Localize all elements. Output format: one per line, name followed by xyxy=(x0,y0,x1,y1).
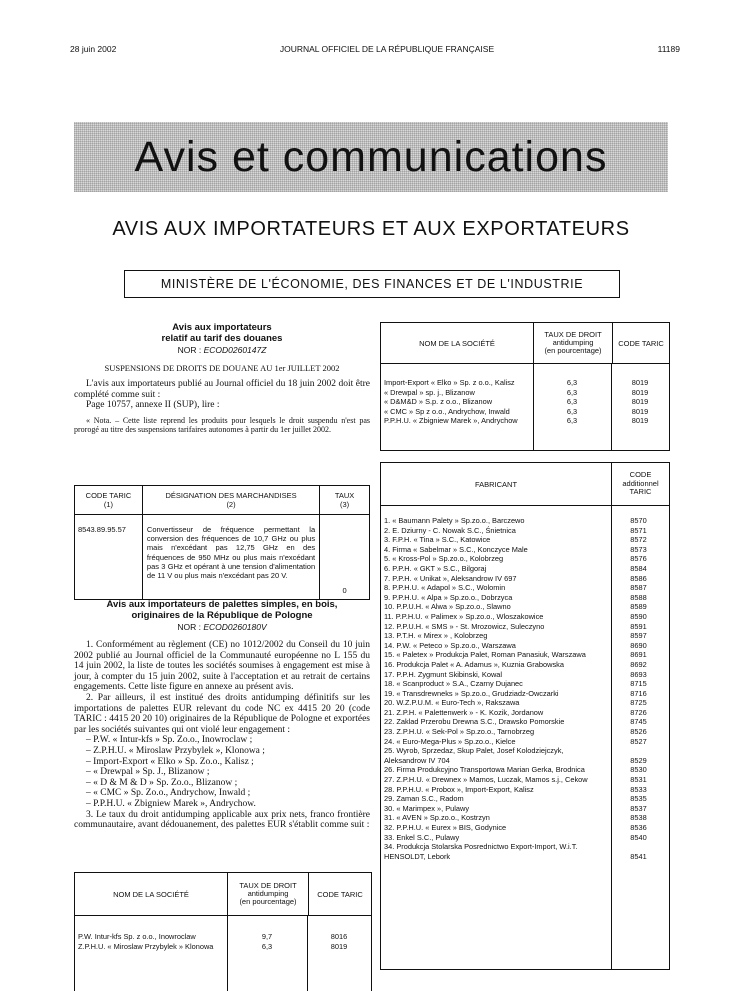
additional-taric-code: 8576 xyxy=(630,554,647,564)
list-item xyxy=(381,670,669,680)
running-header xyxy=(70,44,680,54)
manufacturer-name: 28. P.P.H.U. « Probox », Import-Export, Kalisz xyxy=(384,784,534,794)
header-additional-taric: CODE additionnel TARIC xyxy=(622,470,659,497)
list-item xyxy=(381,516,669,526)
manufacturer-name: 31. « AVEN » Sp.zo.o., Kostrzyn xyxy=(384,813,490,823)
manufacturer-name: 20. W.Z.P.U.M. « Euro-Tech », Rakszawa xyxy=(384,698,520,708)
table-row xyxy=(381,416,669,426)
list-item xyxy=(381,804,669,814)
notice2-nor: NOR : ECOD0260180V xyxy=(177,622,267,632)
notice-wooden-pallets xyxy=(74,599,370,831)
list-item xyxy=(381,708,669,718)
company-name: « Drewpal » sp. j., Blizanow xyxy=(384,387,475,397)
duty-rate: 6,3 xyxy=(261,941,273,951)
duty-table-left xyxy=(74,872,372,991)
taric-code: 8543.89.95.57 xyxy=(75,515,143,600)
notice2-title: Avis aux importateurs de palettes simples, en bois, originaires de la République de Pologne xyxy=(106,599,338,621)
additional-taric-code: 8531 xyxy=(630,775,647,785)
table-row xyxy=(75,942,371,952)
manufacturer-name: 14. P.W. « Peteco » Sp.zo.o., Warszawa xyxy=(384,640,516,650)
notice-customs-tariff xyxy=(74,322,370,434)
additional-taric-code: 8533 xyxy=(630,784,647,794)
list-item xyxy=(381,641,669,651)
banner-title: Avis et communications xyxy=(134,132,608,181)
ministry-box xyxy=(124,270,620,298)
column-divider xyxy=(533,363,534,450)
list-item xyxy=(381,526,669,536)
taric-code: 8019 xyxy=(631,387,649,397)
list-item xyxy=(381,660,669,670)
header-rate: TAUX (3) xyxy=(320,486,370,515)
list-item xyxy=(381,823,669,833)
manufacturer-name: 33. Enkel S.C., Pulawy xyxy=(384,832,460,842)
manufacturer-name: 17. P.P.H. Zygmunt Skibinski, Kowal xyxy=(384,669,503,679)
list-item xyxy=(381,679,669,689)
additional-taric-code: 8690 xyxy=(630,640,647,650)
manufacturer-name: 16. Produkcja Palet « A. Adamus », Kuznia Grabowska xyxy=(384,659,564,669)
table-row xyxy=(381,397,669,407)
additional-taric-code: 8590 xyxy=(630,611,647,621)
list-item xyxy=(381,574,669,584)
table-row xyxy=(75,932,371,942)
additional-taric-code: 8527 xyxy=(630,736,647,746)
manufacturer-name: 25. Wyrob, Sprzedaz, Skup Palet, Josef Kolodziejczyk, Aleksandrow IV 704 xyxy=(384,746,564,765)
duty-table-header xyxy=(75,873,371,916)
list-item xyxy=(381,554,669,564)
list-item: – « Drewpal » Sp. J., Blizanow ; xyxy=(86,767,210,778)
taric-code: 8019 xyxy=(631,378,649,387)
list-item xyxy=(381,775,669,785)
additional-taric-code: 8584 xyxy=(630,563,647,573)
taric-code: 8016 xyxy=(330,932,348,941)
additional-taric-code: 8587 xyxy=(630,583,647,593)
list-item xyxy=(381,765,669,775)
additional-taric-code: 8530 xyxy=(630,765,647,775)
duty-rate: 6,3 xyxy=(566,406,578,416)
additional-taric-code: 8716 xyxy=(630,688,647,698)
table-row xyxy=(75,515,370,600)
list-item: – Z.P.H.U. « Miroslaw Przybylek », Klonowa ; xyxy=(86,745,265,756)
manufacturer-name: 13. P.T.H. « Mirex » , Kolobrzeg xyxy=(384,631,488,641)
header-duty-rate: TAUX DE DROIT antidumping (en pourcentage) xyxy=(228,873,309,915)
header-company: NOM DE LA SOCIÉTÉ xyxy=(381,323,534,363)
manufacturer-name: 15. « Paletex » Produkcja Palet, Roman Panasiuk, Warszawa xyxy=(384,650,586,660)
additional-taric-code: 8588 xyxy=(630,592,647,602)
header-code-taric: CODE TARIC (1) xyxy=(75,486,143,515)
duty-rate: 0 xyxy=(320,515,370,600)
duty-rate: 6,3 xyxy=(566,387,578,397)
notice1-nor: NOR : ECOD0260147Z xyxy=(177,345,267,355)
company-name: P.W. Intur-kfs Sp. z o.o., Inowroclaw xyxy=(78,932,196,941)
column-divider xyxy=(611,505,612,969)
additional-taric-code: 8572 xyxy=(630,535,647,545)
list-item xyxy=(381,612,669,622)
duty-table-right xyxy=(380,322,670,451)
manufacturer-name: 32. P.P.H.U. « Eurex » BIS, Godynice xyxy=(384,823,507,832)
manufacturer-name: 24. « Euro-Mega-Plus » Sp.zo.o., Kielce xyxy=(384,736,516,746)
additional-taric-code: 8571 xyxy=(630,525,647,535)
notice1-title: Avis aux importateurs relatif au tarif des douanes xyxy=(161,322,283,344)
list-item xyxy=(381,746,669,765)
notice2-paragraph-3: 3. Le taux du droit antidumping applicable aux prix nets, franco frontière communautaire, avant dédouanement, des palettes EUR s'établit comme suit : xyxy=(74,809,370,831)
manufacturer-name: 26. Firma Produkcyjno Transportowa Marian Gerka, Brodnica xyxy=(384,765,585,775)
header-date: 28 juin 2002 xyxy=(70,44,117,54)
header-taric-code: CODE TARIC xyxy=(317,889,363,899)
list-item xyxy=(381,631,669,641)
additional-taric-code: 8570 xyxy=(630,516,647,525)
list-item xyxy=(381,794,669,804)
manufacturers-table xyxy=(380,462,670,970)
additional-taric-code: 8691 xyxy=(630,650,647,660)
manufacturer-name: 6. P.P.H. « GKT » S.C., Bilgoraj xyxy=(384,563,487,573)
notice1-subtitle: SUSPENSIONS DE DROITS DE DOUANE AU 1er JUILLET 2002 xyxy=(104,363,340,373)
manufacturer-name: 10. P.P.U.H. « Alwa » Sp.zo.o., Slawno xyxy=(384,602,511,612)
duty-table-header xyxy=(381,323,669,364)
notice1-paragraph-1: L'avis aux importateurs publié au Journal officiel du 18 juin 2002 doit être complété comme suit : xyxy=(74,379,370,400)
additional-taric-code: 8541 xyxy=(630,851,647,861)
violating-companies-list xyxy=(74,735,370,809)
manufacturer-name: 18. « Scanproduct » S.A., Czarny Dujanec xyxy=(384,679,523,689)
list-item xyxy=(381,813,669,823)
list-item xyxy=(381,737,669,747)
list-item xyxy=(381,727,669,737)
list-item: – « D & M & D » Sp. Zo.o., Blizanow ; xyxy=(86,777,238,788)
manufacturer-name: 21. Z.P.H. « Palettenwerk » - K. Kozik, Jordanow xyxy=(384,707,544,717)
manufacturer-name: 27. Z.P.H.U. « Drewnex » Mamos, Luczak, Mamos s.j., Cekow xyxy=(384,775,588,785)
additional-taric-code: 8589 xyxy=(630,602,647,612)
manufacturer-name: 4. Firma « Sabelmar » S.C., Konczyce Male xyxy=(384,544,528,554)
table-row xyxy=(381,407,669,417)
section-title: AVIS AUX IMPORTATEURS ET AUX EXPORTATEURS xyxy=(112,218,630,240)
additional-taric-code: 8726 xyxy=(630,707,647,717)
notice2-paragraph-2: 2. Par ailleurs, il est institué des droits antidumping définitifs sur les importations de palettes EUR relevant du code NC ex 4415 20 20 (code TARIC : 4415 20 20 10) originaires de la République de Pologne et exportées par les sociétés suivantes qui ont violé leur engagement : xyxy=(74,692,370,735)
header-company: NOM DE LA SOCIÉTÉ xyxy=(75,873,228,915)
header-journal: JOURNAL OFFICIEL DE LA RÉPUBLIQUE FRANÇAISE xyxy=(279,44,495,54)
additional-taric-code: 8573 xyxy=(630,544,647,554)
company-name: Import-Export « Elko » Sp. z o.o., Kalisz xyxy=(384,378,515,387)
column-divider xyxy=(227,915,228,991)
list-item xyxy=(381,785,669,795)
taric-code: 8019 xyxy=(631,416,649,426)
ministry-name: MINISTÈRE DE L'ÉCONOMIE, DES FINANCES ET DE L'INDUSTRIE xyxy=(160,277,584,291)
additional-taric-code: 8536 xyxy=(630,823,647,832)
list-item xyxy=(381,535,669,545)
manufacturer-name: 5. « Kross-Pol » Sp.zo.o., Kolobrzeg xyxy=(384,554,504,564)
additional-taric-code: 8538 xyxy=(630,813,647,823)
additional-taric-code: 8586 xyxy=(630,573,647,583)
manufacturer-name: 29. Zaman S.C., Radom xyxy=(384,794,464,804)
taric-code: 8019 xyxy=(330,941,348,951)
notice2-paragraph-1: 1. Conformément au règlement (CE) no 1012/2002 du Conseil du 10 juin 2002 publié au Journal officiel de la Communauté européenne no L 155 du 14 juin 2002, la liste de toutes les sociétés soumises à engagement est mise à jour, à compter du 15 juin 2002, suite à l'acceptation et au retrait de certains engagements. Cette liste figure en annexe au présent avis. xyxy=(74,640,370,693)
company-name: « CMC » Sp z o.o., Andrychow, Inwald xyxy=(384,406,510,416)
duty-rate: 6,3 xyxy=(566,378,578,387)
list-item xyxy=(381,602,669,612)
manufacturer-name: 2. E. Dziurny - C. Nowak S.C., Śnietnica xyxy=(384,525,516,535)
duty-rate: 6,3 xyxy=(566,416,578,426)
list-item xyxy=(381,698,669,708)
taric-code: 8019 xyxy=(631,397,649,407)
list-item xyxy=(381,564,669,574)
header-duty-rate: TAUX DE DROIT antidumping (en pourcentage) xyxy=(534,323,613,363)
table-row xyxy=(381,378,669,388)
additional-taric-code: 8529 xyxy=(630,755,647,765)
company-name: P.P.H.U. « Zbigniew Marek », Andrychow xyxy=(384,416,518,426)
duty-rate: 6,3 xyxy=(566,397,578,407)
list-item: – P.P.H.U. « Zbigniew Marek », Andrychow. xyxy=(86,798,256,809)
additional-taric-code: 8597 xyxy=(630,631,647,641)
column-divider xyxy=(307,915,308,991)
list-item xyxy=(381,593,669,603)
manufacturer-name: 23. Z.P.H.U. « Sek-Pol » Sp.zo.o., Tarnobrzeg xyxy=(384,727,535,737)
list-item xyxy=(381,842,669,861)
duty-table-body xyxy=(381,364,669,426)
notice1-note: « Nota. – Cette liste reprend les produits pour lesquels le droit suspendu n'est pas prorogé au titre des suspensions tarifaires autonomes à partir du 1er juillet 2002. xyxy=(74,415,370,434)
manufacturer-name: 1. « Baumann Palety » Sp.zo.o., Barczewo xyxy=(384,516,525,525)
taric-code: 8019 xyxy=(631,406,649,416)
list-item xyxy=(381,622,669,632)
company-name: Z.P.H.U. « Miroslaw Przybylek » Klonowa xyxy=(78,941,214,951)
manufacturers-table-header xyxy=(381,463,669,506)
manufacturers-list xyxy=(381,506,669,861)
manufacturer-name: 3. F.P.H. « Tina » S.C., Katowice xyxy=(384,535,491,545)
manufacturer-name: 30. « Marimpex », Pulawy xyxy=(384,803,470,813)
list-item xyxy=(381,545,669,555)
manufacturer-name: 11. P.P.H.U. « Palimex » Sp.zo.o., Wloszakowice xyxy=(384,611,544,621)
column-divider xyxy=(611,363,612,450)
list-item xyxy=(381,717,669,727)
header-manufacturer: FABRICANT xyxy=(381,463,612,505)
tariff-table-header xyxy=(75,486,370,515)
additional-taric-code: 8526 xyxy=(630,727,647,737)
manufacturer-name: 8. P.P.H.U. « Adapol » S.C., Wolomin xyxy=(384,583,506,593)
list-item: – P.W. « Intur-kfs » Sp. Zo.o., Inowroclaw ; xyxy=(86,735,253,746)
manufacturer-name: 19. « Transdrewneks » Sp.zo.o., Grudziadz-Owczarki xyxy=(384,688,559,698)
additional-taric-code: 8725 xyxy=(630,698,647,708)
header-designation: DÉSIGNATION DES MARCHANDISES (2) xyxy=(142,486,319,515)
section-banner xyxy=(74,122,668,192)
list-item: – Import-Export « Elko » Sp. Zo.o., Kalisz ; xyxy=(86,756,254,767)
header-taric-code: CODE TARIC xyxy=(618,338,664,348)
manufacturer-name: 22. Zaklad Przerobu Drewna S.C., Drawsko Pomorskie xyxy=(384,717,565,727)
list-item xyxy=(381,833,669,843)
additional-taric-code: 8693 xyxy=(630,669,647,679)
additional-taric-code: 8540 xyxy=(630,832,647,842)
tariff-table xyxy=(74,485,370,600)
company-name: « D&M&D » S.p. z o.o., Blizanow xyxy=(384,397,493,407)
manufacturer-name: 12. P.P.U.H. « SMS » - St. Mrozowicz, Suleczyno xyxy=(384,621,545,631)
list-item xyxy=(381,650,669,660)
additional-taric-code: 8692 xyxy=(630,659,647,669)
list-item xyxy=(381,689,669,699)
table-row xyxy=(381,388,669,398)
duty-table-body xyxy=(75,916,371,951)
notice1-paragraph-2: Page 10757, annexe II (SUP), lire : xyxy=(86,400,220,411)
manufacturer-name: 7. P.P.H. « Unikat », Aleksandrow IV 697 xyxy=(384,573,517,583)
additional-taric-code: 8745 xyxy=(630,717,647,727)
list-item xyxy=(381,583,669,593)
manufacturer-name: 9. P.P.H.U. « Alpa » Sp.zo.o., Dobrzyca xyxy=(384,592,513,602)
duty-rate: 9,7 xyxy=(261,932,273,941)
additional-taric-code: 8535 xyxy=(630,794,647,804)
additional-taric-code: 8591 xyxy=(630,621,647,631)
list-item: – « CMC » Sp. Zo.o., Andrychow, Inwald ; xyxy=(86,788,251,799)
header-page-number: 11189 xyxy=(657,44,680,54)
additional-taric-code: 8715 xyxy=(630,679,647,689)
goods-designation: Convertisseur de fréquence permettant la conversion des fréquences de 10,7 GHz ou plus mais n'excédant pas 12,75 GHz en des fréquences de 950 MHz ou plus mais n'excédant pas 3 GHz et opérant à une tension d'alimentation de 11 V ou plus mais n'excédant pas 20 V. xyxy=(142,515,319,600)
additional-taric-code: 8537 xyxy=(630,803,647,813)
manufacturer-name: 34. Produkcja Stolarska Posrednictwo Export-Import, W.i.T. HENSOLDT, Lebork xyxy=(384,842,578,861)
